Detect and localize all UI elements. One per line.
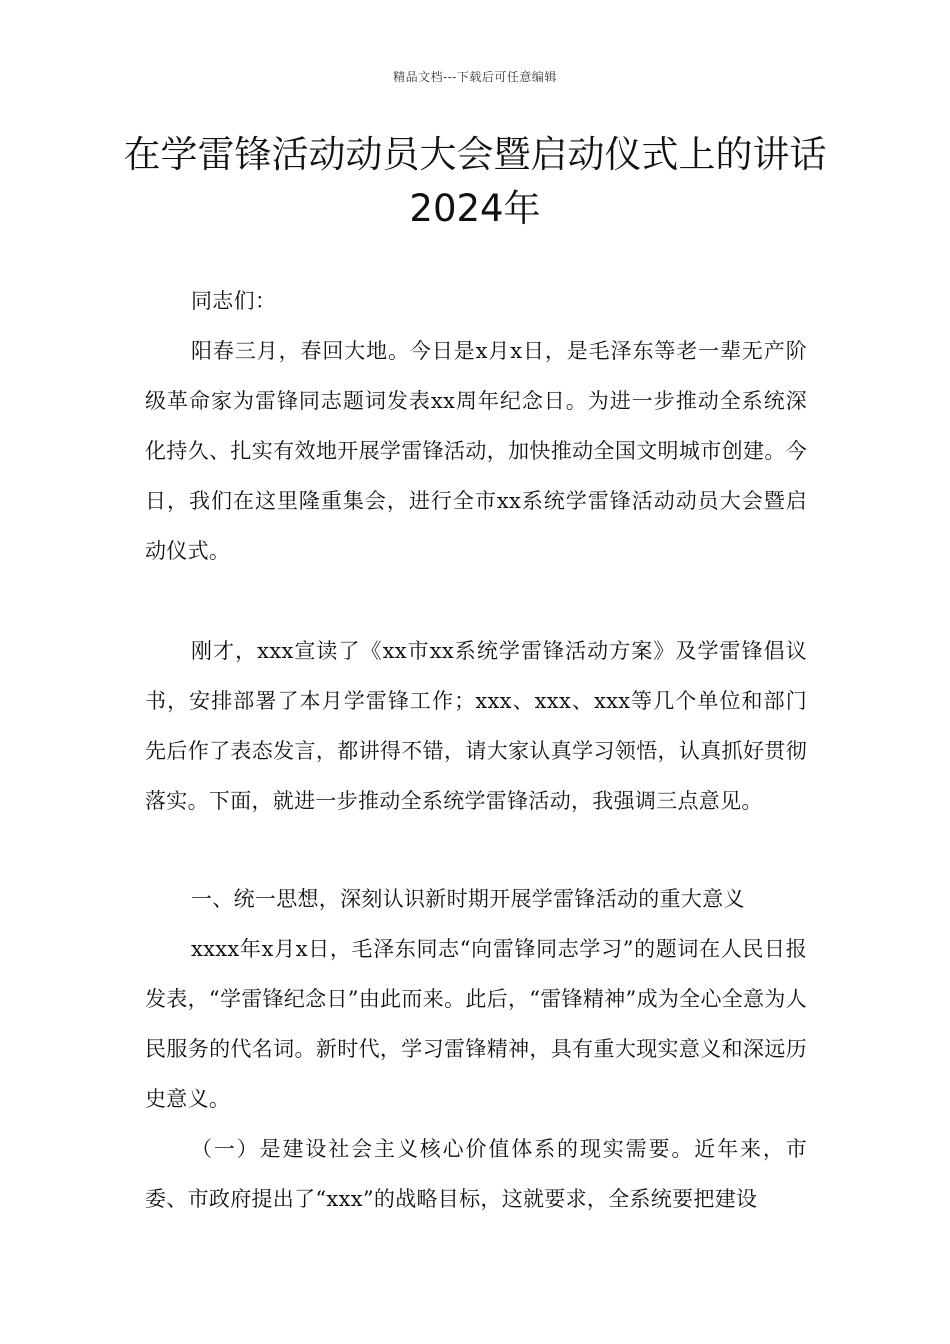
paragraph-3-text: xxxx年x月x日，毛泽东同志“向雷锋同志学习”的题词在人民日报发表，“学雷锋纪念日”由此而来。此后，“雷锋精神”成为全心全意为人民服务的代名词。新时代，学习雷锋精神，具有重大现实意义和深远历史意义。 <box>145 937 807 1111</box>
paragraph-4-text: （一）是建设社会主义核心价值体系的现实需要。近年来，市委、市政府提出了“xxx”的战略目标，这就要求，全系统要把建设 <box>145 1137 807 1211</box>
paragraph-3 <box>145 924 807 1124</box>
document-title: 在学雷锋活动动员大会暨启动仪式上的讲话2024年 <box>123 133 827 230</box>
section-heading-1 <box>145 874 807 924</box>
paragraph-1-text: 阳春三月，春回大地。今日是x月x日，是毛泽东等老一辈无产阶级革命家为雷锋同志题词发表xx周年纪念日。为进一步推动全系统深化持久、扎实有效地开展学雷锋活动，加快推动全国文明城市创建。今日，我们在这里隆重集会，进行全市xx系统学雷锋活动动员大会暨启动仪式。 <box>145 339 807 563</box>
salutation <box>145 276 807 326</box>
header-note: 精品文档---下载后可任意编辑 <box>393 70 557 84</box>
section-heading-1-text: 一、统一思想，深刻认识新时期开展学雷锋活动的重大意义 <box>191 887 745 911</box>
paragraph-2-text: 刚才，xxx宣读了《xx市xx系统学雷锋活动方案》及学雷锋倡议书，安排部署了本月学雷锋工作；xxx、xxx、xxx等几个单位和部门先后作了表态发言，都讲得不错，请大家认真学习领悟，认真抓好贯彻落实。下面，就进一步推动全系统学雷锋活动，我强调三点意见。 <box>145 639 807 813</box>
paragraph-1 <box>145 326 807 576</box>
paragraph-2 <box>145 626 807 826</box>
salutation-text: 同志们： <box>191 289 277 313</box>
paragraph-4 <box>145 1124 807 1224</box>
